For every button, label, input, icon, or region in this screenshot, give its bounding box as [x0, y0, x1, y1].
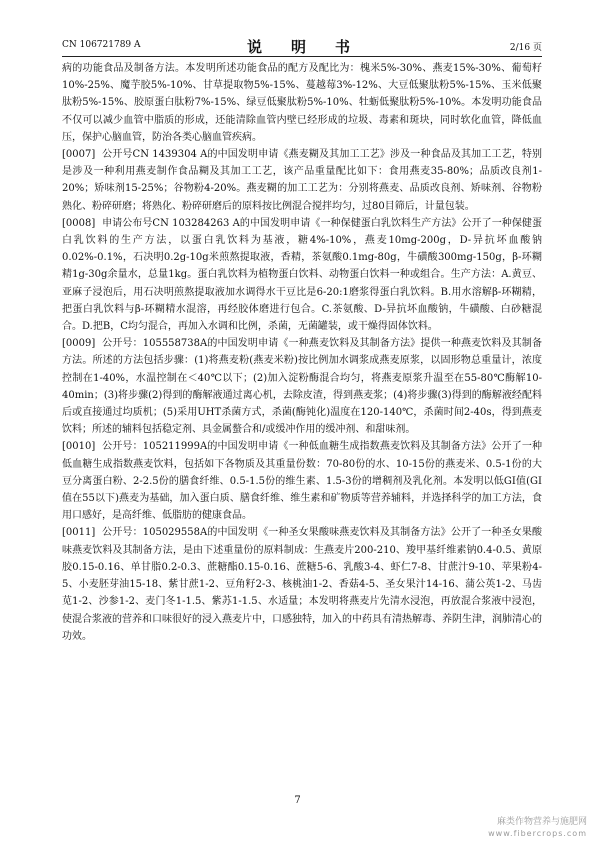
page-indicator: 2/16 页 — [509, 43, 542, 53]
paragraph-text: 病的功能食品及制备方法。本发明所述功能食品的配方及配比为：槐米5%-30%、燕麦15%-30%、葡萄籽10%-25%、魔芋胶5%-10%、甘草提取物5%-15%、蔓越莓3%-12%、大豆低聚肽粉5%-15%、玉米低聚肽粉5%-15%、胶原蛋白肽粉7%-15%、绿豆低聚肽粉5%-10%、牡蛎低聚肽粉5%-10%。本发明功能食品不仅可以减少血管中脂质的形成，还能清除血管内壁已经形成的垃圾、毒素和斑块，同时软化血管，降低血压，保护心脑血管，防治各类心脑血管疾病。 — [62, 63, 542, 143]
paragraph-text: 公开号：105211999A的中国发明申请《一种低血糖生成指数燕麦饮料及其制备方法》公开了一种低血糖生成指数燕麦饮料，包括如下各物质及其重量份数：70-80份的水、10-15份的燕麦米、0.5-1份的大豆分离蛋白粉、2-2.5份的膳食纤维、0.5-1.5份的维生素、1.5-3份的增稠剂及乳化剂。本发明以低GI值(GI值在55以下)燕麦为基础，加入蛋白质、膳食纤维、维生素和矿物质等营养辅料，并选择科学的加工方法，食用口感好，是高纤维、低脂肪的健康食品。 — [62, 441, 542, 522]
paragraph-0008 — [62, 215, 542, 335]
watermark — [488, 817, 587, 839]
page-number: 7 — [294, 795, 301, 806]
paragraph-number: [0008] — [62, 217, 96, 229]
paragraph-text: 申请公布号CN 103284263 A的中国发明申请《一种保健蛋白乳饮料生产方法》公开了一种保健蛋白乳饮料的生产方法，以蛋白乳饮料为基液，糖4%-10%，燕麦10mg-200g，D-异抗坏血酸钠0.02%-0.1%，石决明0.2g-10g米煎熬提取液，香精，茶氨酸0.1mg-80g，牛磺酸300mg-150g，β-环糊精1g-30g余量水，总量1kg。蛋白乳饮料为植物蛋白饮料、动物蛋白饮料一种或组合。生产方法：A.黄豆、亚麻子浸泡后，用石决明煎熬提取液加水调得水干豆比是6-20:1磨浆得蛋白乳饮料。B.用水溶解β-环糊精，把蛋白乳饮料与β-环糊精水混溶，再经胶体磨进行包合。C.茶氨酸、D-异抗坏血酸钠，牛磺酸、白砂糖混合。D.把B，C均匀混合，再加入水调和比例，杀菌，无菌罐装，或干燥得固体饮料。 — [62, 217, 542, 333]
paragraph-number: [0009] — [62, 338, 96, 350]
page-header — [62, 36, 542, 54]
publication-number: CN 106721789 A — [62, 40, 141, 50]
header-rule — [62, 56, 542, 57]
paragraph-number: [0011] — [62, 527, 96, 539]
paragraph-0010 — [62, 438, 542, 524]
watermark-title: 麻类作物营养与施肥网 — [496, 817, 587, 827]
paragraph-text: 公开号CN 1439304 A的中国发明申请《燕麦糊及其加工工艺》涉及一种食品及其加工工艺，特别是涉及一种利用燕麦制作食品糊及其加工工艺，该产品重量配比如下：食用燕麦35-80%；品质改良剂1-20%；矫味剂15-25%；谷物粉4-20%。燕麦糊的加工工艺为：分别将燕麦、品质改良剂、矫味剂、谷物粉熟化、粉碎研磨；将熟化、粉碎研磨后的原料按比例混合搅拌均匀，过80目筛后，计量包装。 — [62, 149, 542, 212]
paragraph-0007 — [62, 146, 542, 215]
paragraph-number: [0007] — [62, 149, 96, 161]
paragraph-0009 — [62, 335, 542, 438]
watermark-url: www.fibercrops.com — [488, 829, 587, 838]
paragraph-number: [0010] — [62, 441, 96, 453]
document-title: 说 明 书 — [246, 38, 357, 56]
paragraph-continuation — [62, 60, 542, 146]
paragraph-text: 公开号：105029558A的中国发明《一种圣女果酸味燕麦饮料及其制备方法》公开了一种圣女果酸味燕麦饮料及其制备方法，是由下述重量份的原料制成：生燕麦片200-210、羧甲基纤维素钠0.4-0.5、黄原胶0.15-0.16、单甘脂0.2-0.3、蔗糖酯0.15-0.16、蔗糖5-6、乳酸3-4、虾仁7-8、甘蔗汁9-10、苹果粉4-5、小麦胚芽油15-18、紫甘蔗1-2、豆角籽2-3、核桃油1-2、香菇4-5、圣女果汁14-16、蒲公英1-2、马齿苋1-2、沙参1-2、麦门冬1-1.5、紫苏1-1.5、水适量；本发明将燕麦片先清水浸泡，再放混合浆液中浸泡，使混合浆液的营养和口味很好的浸入燕麦片中，口感独特，加入的中药具有清热解毒、养阴生津，润肺清心的功效。 — [62, 527, 542, 642]
document-body — [62, 60, 542, 645]
paragraph-text: 公开号：105558738A的中国发明申请《一种燕麦饮料及其制备方法》提供一种燕麦饮料及其制备方法。所述的方法包括步骤：(1)将燕麦粉(燕麦米粉)按比例加水调浆成燕麦原浆，以固形物总重量计，浓度控制在1-40%，水温控制在＜40℃以下；(2)加入淀粉酶混合均匀，将燕麦原浆升温至在55-80℃酶解10-40min；(3)将步骤(2)得到的酶解液通过离心机，去除皮渣，得到燕麦浆；(4)将步骤(3)得到的酶解液经配料后或直接通过均质机；(5)采用UHT杀菌方式，杀菌(酶钝化)温度在120-140℃，杀菌时间2-40s，得到燕麦饮料；所述的辅料包括稳定剂、具金属螯合和/或缓冲作用的缓冲剂、和甜味剂。 — [62, 338, 542, 436]
paragraph-0011 — [62, 524, 542, 644]
